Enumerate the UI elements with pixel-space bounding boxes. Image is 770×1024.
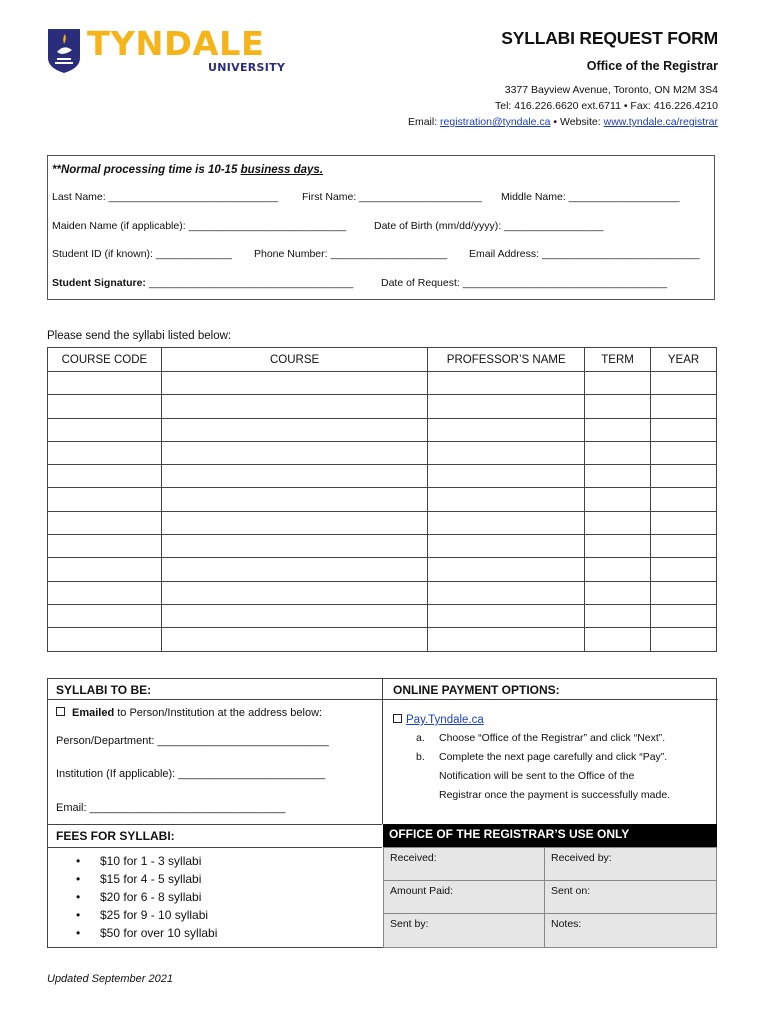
step-text: Choose “Office of the Registrar” and click “Next”.: [439, 732, 666, 744]
table-cell[interactable]: [48, 418, 162, 441]
list-item: [76, 906, 217, 924]
col-term: TERM: [585, 348, 651, 372]
table-row: [48, 604, 717, 627]
signature-field[interactable]: [52, 277, 353, 289]
bottom-section: [47, 678, 717, 948]
fee-text: $25 for 9 - 10 syllabi: [100, 908, 209, 922]
table-cell[interactable]: [161, 535, 427, 558]
step-text: Registrar once the payment is successfully made.: [439, 789, 671, 801]
table-cell[interactable]: [585, 465, 651, 488]
processing-text: **Normal processing time is 10-15: [52, 164, 241, 176]
emailed-label: Emailed: [72, 707, 115, 719]
fees-list: [76, 852, 217, 942]
table-cell[interactable]: [161, 558, 427, 581]
sent-by-cell: Sent by:: [383, 913, 545, 948]
table-cell[interactable]: [585, 395, 651, 418]
table-row: [48, 372, 717, 395]
table-cell[interactable]: [585, 418, 651, 441]
student-id-field[interactable]: Student ID (if known): _____________: [52, 248, 232, 260]
list-item: [416, 729, 670, 748]
table-cell[interactable]: [585, 604, 651, 627]
table-cell[interactable]: [585, 441, 651, 464]
table-header-row: [48, 348, 717, 372]
middle-name-field[interactable]: Middle Name: ___________________: [501, 191, 680, 203]
table-cell[interactable]: [585, 511, 651, 534]
divider: [48, 824, 382, 825]
table-cell[interactable]: [651, 372, 717, 395]
sent-on-cell: Sent on:: [544, 880, 717, 914]
emailed-description: to Person/Institution at the address below:: [114, 707, 323, 719]
table-cell[interactable]: [161, 511, 427, 534]
list-item: [416, 786, 670, 805]
header-block: [408, 28, 718, 130]
bullet-icon: •: [76, 908, 81, 922]
step-text: Notification will be sent to the Office of the: [439, 770, 635, 782]
course-table: [47, 347, 717, 652]
pay-tyndale-link[interactable]: Pay.Tyndale.ca: [406, 714, 484, 726]
date-request-field[interactable]: Date of Request: ___________________________________: [381, 277, 668, 289]
table-cell[interactable]: [428, 488, 585, 511]
table-cell[interactable]: [48, 604, 162, 627]
tyndale-logo: [47, 24, 287, 76]
registrar-use-title: OFFICE OF THE REGISTRAR’S USE ONLY: [383, 824, 717, 847]
table-row: [48, 581, 717, 604]
step-letter: [416, 786, 439, 805]
email-link[interactable]: registration@tyndale.ca: [440, 116, 551, 128]
table-cell[interactable]: [48, 441, 162, 464]
table-cell[interactable]: [161, 628, 427, 651]
table-cell[interactable]: [48, 395, 162, 418]
table-cell[interactable]: [585, 581, 651, 604]
amount-paid-cell: Amount Paid:: [383, 880, 545, 914]
list-item: [76, 888, 217, 906]
signature-line: ___________________________________: [145, 277, 354, 289]
step-letter: a.: [416, 732, 425, 744]
table-cell[interactable]: [651, 535, 717, 558]
phone-field[interactable]: Phone Number: ____________________: [254, 248, 448, 260]
email-prefix: Email:: [407, 116, 441, 128]
dob-field[interactable]: Date of Birth (mm/dd/yyyy): _________________: [374, 220, 604, 232]
syllabi-to-be-title: SYLLABI TO BE:: [56, 683, 152, 697]
table-cell[interactable]: [428, 558, 585, 581]
table-cell[interactable]: [651, 581, 717, 604]
signature-label: Student Signature:: [52, 277, 146, 289]
table-cell[interactable]: [585, 558, 651, 581]
office-name: Office of the Registrar: [586, 59, 718, 73]
table-cell[interactable]: [428, 395, 585, 418]
table-cell[interactable]: [651, 511, 717, 534]
table-cell[interactable]: [428, 604, 585, 627]
table-cell[interactable]: [428, 418, 585, 441]
pay-checkbox[interactable]: [393, 714, 402, 723]
divider: [48, 699, 382, 700]
table-cell[interactable]: [428, 372, 585, 395]
processing-underlined: business days.: [240, 164, 324, 176]
logo-wordmark: TYNDALE: [87, 24, 265, 63]
table-cell[interactable]: [651, 441, 717, 464]
list-item: [76, 924, 217, 942]
contact-info: [408, 82, 718, 130]
list-item: [416, 748, 670, 767]
table-cell[interactable]: [161, 372, 427, 395]
send-syllabi-label: Please send the syllabi listed below:: [47, 330, 232, 342]
col-course: COURSE: [161, 348, 427, 372]
list-item: [76, 870, 217, 888]
fee-text: $50 for over 10 syllabi: [100, 926, 218, 940]
table-cell[interactable]: [651, 628, 717, 651]
emailed-checkbox[interactable]: [56, 707, 65, 716]
person-department-field[interactable]: Person/Department: ____________________________: [56, 735, 329, 747]
table-cell[interactable]: [428, 465, 585, 488]
processing-note: [52, 164, 323, 176]
payment-steps: [416, 729, 670, 805]
table-cell[interactable]: [428, 628, 585, 651]
fee-text: $20 for 6 - 8 syllabi: [100, 890, 202, 904]
email-website: [408, 114, 718, 130]
table-cell[interactable]: [651, 604, 717, 627]
table-cell[interactable]: [651, 418, 717, 441]
table-cell[interactable]: [651, 558, 717, 581]
notes-cell: Notes:: [544, 913, 717, 948]
received-cell: Received:: [383, 847, 545, 881]
table-cell[interactable]: [161, 441, 427, 464]
website-link[interactable]: www.tyndale.ca/registrar: [603, 116, 718, 128]
table-row: [48, 441, 717, 464]
table-cell[interactable]: [48, 511, 162, 534]
emailed-option[interactable]: [56, 707, 322, 719]
institution-field[interactable]: Institution (If applicable): ________________________: [56, 768, 326, 780]
table-row: [48, 511, 717, 534]
table-cell[interactable]: [161, 604, 427, 627]
updated-footer: Updated September 2021: [47, 973, 173, 985]
table-cell[interactable]: [161, 418, 427, 441]
step-letter: [416, 767, 439, 786]
table-cell[interactable]: [651, 488, 717, 511]
table-cell[interactable]: [48, 372, 162, 395]
table-cell[interactable]: [585, 488, 651, 511]
table-cell[interactable]: [48, 535, 162, 558]
bullet-icon: •: [76, 872, 81, 886]
fees-title: FEES FOR SYLLABI:: [56, 829, 175, 843]
col-course-code: COURSE CODE: [48, 348, 162, 372]
fee-text: $15 for 4 - 5 syllabi: [100, 872, 202, 886]
last-name-field[interactable]: Last Name: _____________________________: [52, 191, 278, 203]
website-prefix: • Website:: [550, 116, 604, 128]
table-cell[interactable]: [161, 395, 427, 418]
logo-subtitle: UNIVERSITY: [208, 61, 286, 74]
online-payment-title: ONLINE PAYMENT OPTIONS:: [393, 683, 560, 697]
bullet-icon: •: [76, 926, 81, 940]
table-cell[interactable]: [161, 488, 427, 511]
form-title: SYLLABI REQUEST FORM: [501, 28, 718, 48]
table-cell[interactable]: [428, 441, 585, 464]
step-text: Complete the next page carefully and click “Pay”.: [439, 751, 668, 763]
col-professor: PROFESSOR’S NAME: [428, 348, 585, 372]
table-cell[interactable]: [48, 465, 162, 488]
table-cell[interactable]: [585, 372, 651, 395]
divider: [382, 699, 718, 700]
table-cell[interactable]: [428, 581, 585, 604]
list-item: [416, 767, 670, 786]
email-address-field[interactable]: Email Address: ___________________________: [469, 248, 700, 260]
table-row: [48, 535, 717, 558]
table-row: [48, 395, 717, 418]
table-cell[interactable]: [48, 488, 162, 511]
received-by-cell: Received by:: [544, 847, 717, 881]
list-item: [76, 852, 217, 870]
table-cell[interactable]: [48, 628, 162, 651]
table-cell[interactable]: [585, 628, 651, 651]
bullet-icon: •: [76, 890, 81, 904]
fee-text: $10 for 1 - 3 syllabi: [100, 854, 202, 868]
first-name-field[interactable]: First Name: _____________________: [302, 191, 482, 203]
table-cell[interactable]: [48, 581, 162, 604]
student-info-box: [47, 155, 715, 300]
pay-option[interactable]: [393, 710, 484, 728]
col-year: YEAR: [651, 348, 717, 372]
table-row: [48, 488, 717, 511]
table-cell[interactable]: [428, 535, 585, 558]
tel-fax: Tel: 416.226.6620 ext.6711 • Fax: 416.226.4210: [495, 100, 718, 112]
divider: [48, 847, 382, 848]
table-cell[interactable]: [161, 581, 427, 604]
shield-lamp-icon: [47, 28, 81, 74]
delivery-email-field[interactable]: Email: ________________________________: [56, 802, 286, 814]
table-row: [48, 465, 717, 488]
table-cell[interactable]: [48, 558, 162, 581]
table-cell[interactable]: [651, 465, 717, 488]
address: 3377 Bayview Avenue, Toronto, ON M2M 3S4: [504, 84, 718, 96]
step-letter: b.: [416, 751, 425, 763]
table-row: [48, 628, 717, 651]
course-rows: [48, 372, 717, 652]
table-row: [48, 558, 717, 581]
vertical-divider: [382, 679, 383, 824]
maiden-name-field[interactable]: Maiden Name (if applicable): ___________________________: [52, 220, 347, 232]
bullet-icon: •: [76, 854, 81, 868]
table-cell[interactable]: [585, 535, 651, 558]
table-cell[interactable]: [161, 465, 427, 488]
table-row: [48, 418, 717, 441]
table-cell[interactable]: [651, 395, 717, 418]
table-cell[interactable]: [428, 511, 585, 534]
